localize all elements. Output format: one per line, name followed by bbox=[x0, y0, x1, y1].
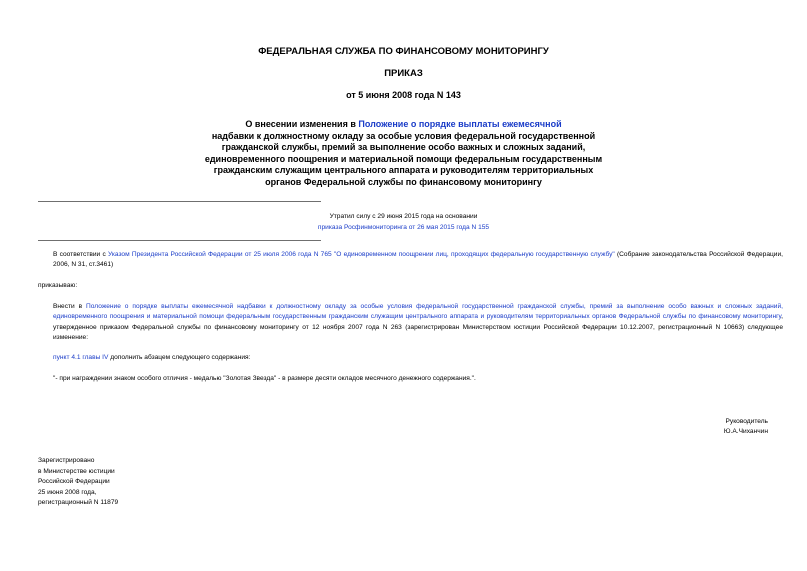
signature-role: Руководитель bbox=[725, 418, 768, 425]
expired-text: Утратил силу с 29 июня 2015 года на основании bbox=[329, 213, 478, 220]
title-line-6: органов Федеральной службы по финансовому мониторингу bbox=[265, 176, 542, 187]
signature-name: Ю.А.Чиханчин bbox=[723, 428, 768, 436]
document-type: ПРИКАЗ bbox=[384, 68, 423, 79]
paragraph-amendment bbox=[38, 302, 783, 344]
registration-line-1: Зарегистрировано bbox=[38, 457, 95, 464]
document-date-number: от 5 июня 2008 года N 143 bbox=[346, 90, 461, 100]
agency-name: ФЕДЕРАЛЬНАЯ СЛУЖБА ПО ФИНАНСОВОМУ МОНИТОРИНГУ bbox=[258, 46, 549, 57]
registration-line-3: Российской Федерации bbox=[38, 478, 110, 486]
clause-link[interactable]: пункт 4.1 главы IV bbox=[53, 354, 109, 361]
paragraph-order: приказываю: bbox=[38, 282, 78, 289]
signature-block bbox=[580, 417, 768, 438]
title-prefix: О внесении изменения в bbox=[245, 119, 359, 129]
title-line-5: гражданским служащим центрального аппарата и руководителям территориальных bbox=[213, 165, 594, 176]
title-regulation-link[interactable]: Положение о порядке выплаты ежемесячной bbox=[358, 119, 562, 129]
p3-prefix: Внести в bbox=[53, 303, 87, 310]
title-line-3: гражданской службы, премий за выполнение особо важных и сложных заданий, bbox=[221, 142, 586, 153]
paragraph-new-text: "- при награждении знаком особого отличия - медалью "Золотая Звезда" - в размере десяти окладов месячного денежного содержания.". bbox=[53, 375, 476, 382]
registration-line-2: в Министерстве юстиции bbox=[38, 467, 115, 475]
divider-top bbox=[38, 201, 321, 202]
p1-prefix: В соответствии с bbox=[53, 251, 108, 258]
document-title bbox=[180, 119, 627, 189]
expired-notice bbox=[200, 212, 607, 233]
title-line-2: надбавки к должностному окладу за особые условия федеральной государственной bbox=[211, 130, 596, 141]
p4-suffix: дополнить абзацем следующего содержания: bbox=[108, 354, 251, 361]
paragraph-basis bbox=[38, 250, 783, 271]
presidential-decree-link[interactable]: Указом Президента Российской Федерации от 25 июля 2006 года N 765 "О единовременном поощрении лиц, проходящих федеральную государственную службу" bbox=[107, 251, 615, 258]
registration-line-5: регистрационный N 11879 bbox=[38, 499, 119, 507]
p1-suffix: (Собрание законодательства Российской Федерации, 2006, N 31, ст.3461) bbox=[53, 251, 783, 269]
paragraph-clause bbox=[38, 353, 783, 363]
expired-order-link[interactable]: приказа Росфинмониторинга от 26 мая 2015 года N 155 bbox=[317, 223, 490, 231]
regulation-link[interactable]: Положение о порядке выплаты ежемесячной надбавки к должностному окладу за особые условия федеральной государственной гражданской службы, премий за выполнение особо важных и сложных заданий, единовременного поощрения и материальной помощи федеральным государственным гражданским служащим центрального аппарата и руководителям территориальных органов Федеральной службы по финансовому мониторингу bbox=[53, 303, 783, 321]
title-line-4: единовременного поощрения и материальной помощи федеральным государственным bbox=[204, 153, 603, 164]
registration-block bbox=[38, 456, 288, 509]
p3-suffix: , утвержденное приказом Федеральной службы по финансовому мониторингу от 12 ноября 2007 года N 263 (зарегистрирован Министерством юстиции Российской Федерации 10.12.2007, регистрационный N 10663) следующее изменение: bbox=[53, 313, 783, 342]
registration-line-4: 25 июня 2008 года, bbox=[38, 488, 97, 496]
divider-bottom bbox=[38, 240, 321, 241]
